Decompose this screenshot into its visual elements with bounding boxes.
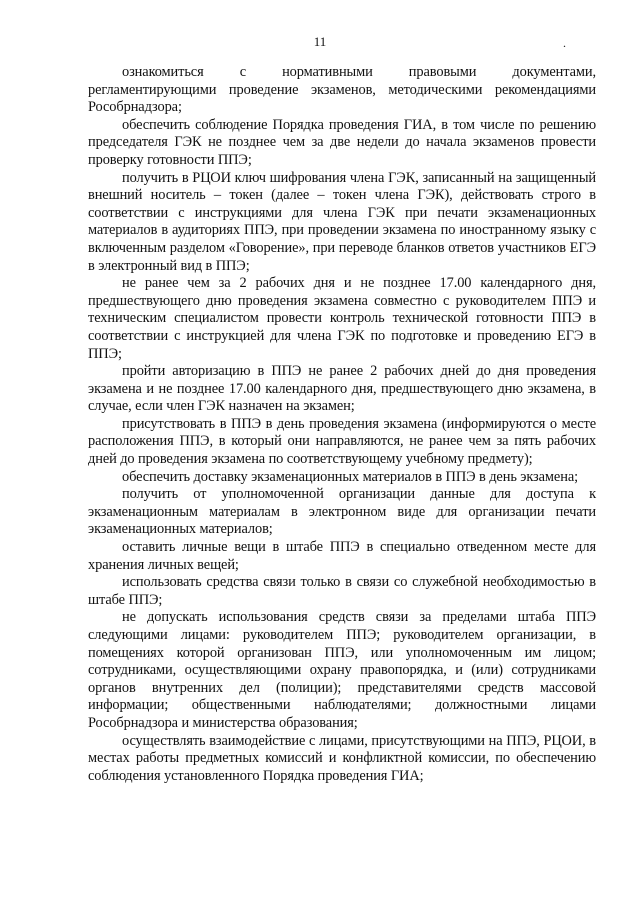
paragraph-ensure-order: обеспечить соблюдение Порядка проведения ГИА, в том числе по решению председателя ГЭК не позднее чем за две недели до начала экзаменов провести проверку готовности ППЭ; bbox=[88, 116, 596, 168]
paragraph-personal-items: оставить личные вещи в штабе ППЭ в специально отведенном месте для хранения личных вещей; bbox=[88, 539, 596, 573]
page-number: 11 bbox=[313, 34, 327, 49]
paragraph-attend: присутствовать в ППЭ в день проведения экзамена (информируются о месте расположения ППЭ, в который они направляются, не ранее чем за пять рабочих дней до проведения экзамена по соответствующему учебному предмету); bbox=[88, 415, 596, 468]
paragraph-access-data: получить от уполномоченной организации данные для доступа к экзаменационным материалам в электронном виде для организации печати экзаменационных материалов; bbox=[88, 486, 596, 538]
paragraph-get-token: получить в РЦОИ ключ шифрования члена ГЭК, записанный на защищенный внешний носитель – токен (далее – токен члена ГЭК), действовать строго в соответствии с инструкциями для члена ГЭК при печати экзаменационных материалов в аудиториях ППЭ, при проведении экзамена по иностранному языку с включенным разделом «Говорение», при переводе бланков ответов участников ЕГЭ в электронный вид в ППЭ; bbox=[88, 169, 596, 274]
corner-mark: . bbox=[563, 36, 566, 50]
paragraph-familiarize: ознакомиться с нормативными правовыми документами, регламентирующими проведение экзаменов, методическими рекомендациями Рособрнадзора; bbox=[88, 64, 596, 116]
paragraph-delivery: обеспечить доставку экзаменационных материалов в ППЭ в день экзамена; bbox=[122, 468, 579, 485]
paragraph-communication-use: использовать средства связи только в связи со служебной необходимостью в штабе ППЭ; bbox=[88, 574, 596, 608]
paragraph-authorization: пройти авторизацию в ППЭ не ранее 2 рабочих дней до дня проведения экзамена и не позднее 17.00 календарного дня, предшествующего дню экзамена, в случае, если член ГЭК назначен на экзамен; bbox=[88, 363, 596, 415]
paragraph-interaction: осуществлять взаимодействие с лицами, присутствующими на ППЭ, РЦОИ, в местах работы предметных комиссий и конфликтной комиссии, по обеспечению соблюдения установленного Порядка проведения ГИА; bbox=[88, 732, 596, 784]
document-body bbox=[88, 64, 596, 785]
paragraph-readiness-check: не ранее чем за 2 рабочих дня и не позднее 17.00 календарного дня, предшествующего дню проведения экзамена совместно с руководителем ППЭ и техническим специалистом провести контроль технической готовности ППЭ в соответствии с инструкцией для члена ГЭК по подготовке и проведению ЕГЭ в ППЭ; bbox=[88, 275, 596, 362]
paragraph-communication-restrictions: не допускать использования средств связи за пределами штаба ППЭ следующими лицами: руководителем ППЭ; руководителем организации, в помещениях которой организован ППЭ, или уполномоченным им лицом; сотрудниками, осуществляющими охрану правопорядка, и (или) сотрудниками органов внутренних дел (полиции); представителями средств массовой информации; общественными наблюдателями; должностными лицами Рособрнадзора и министерства образования; bbox=[88, 609, 596, 731]
